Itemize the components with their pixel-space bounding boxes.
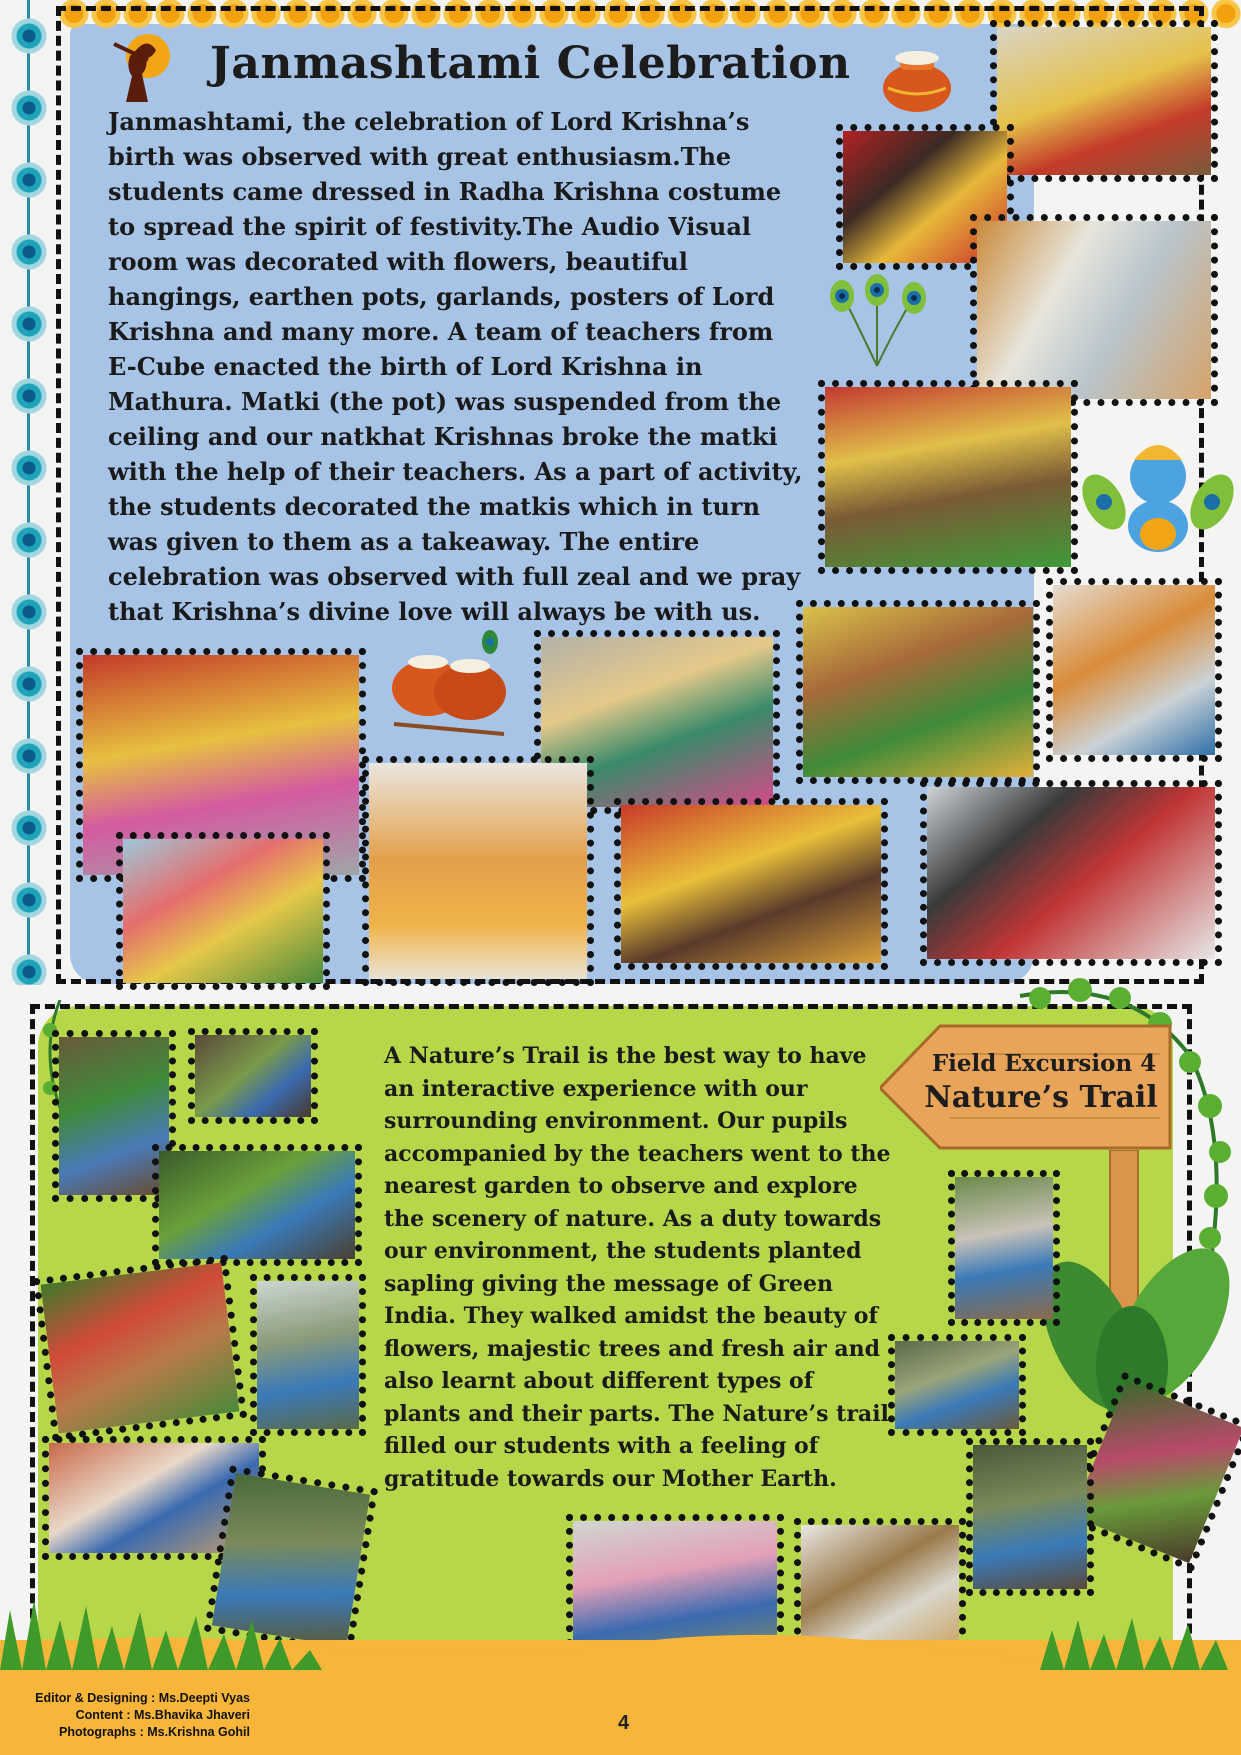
photo-digging-soil xyxy=(188,1028,318,1124)
content-credit: Content : Ms.Bhavika Jhaveri xyxy=(75,1708,250,1722)
butter-pots-icon xyxy=(384,626,516,740)
photo-cowshed-backdrop xyxy=(796,600,1040,784)
page-number: 4 xyxy=(618,1712,630,1734)
photo-teachers-with-students-table xyxy=(920,780,1222,966)
photo-teacher-on-trail xyxy=(948,1170,1060,1326)
nature-trail-title: Nature’s Trail xyxy=(924,1080,1158,1115)
photo-garden-walk xyxy=(33,1255,248,1442)
grass-decoration xyxy=(0,1590,1241,1670)
peacock-feathers-icon xyxy=(822,274,932,370)
photo-matki-breaking xyxy=(116,832,330,990)
photo-children-painting-pots xyxy=(1046,578,1222,762)
janmashtami-title: Janmashtami Celebration xyxy=(210,38,851,89)
janmashtami-description: Janmashtami, the celebration of Lord Krishna’s birth was observed with great enthusiasm.The students came dressed in Radha Krishna costume to spread the spirit of festivity.The Audio Visual room was decorated with flowers, beautiful hangings, earthen pots, garlands, posters of Lord Krishna and many more. A team of teachers from E-Cube enacted the birth of Lord Krishna in Mathura. Matki (the pot) was suspended from the ceiling and our natkhat Krishnas broke the matki with the help of their teachers. As a part of activity, the students decorated the matkis which in turn was given to them as a takeaway. The entire celebration was observed with full zeal and we pray that Krishna’s divine love will always be with us. xyxy=(108,107,803,626)
editor-credit: Editor & Designing : Ms.Deepti Vyas xyxy=(35,1691,250,1705)
photo-gokul-set-display xyxy=(818,380,1078,574)
field-excursion-label: Field Excursion 4 xyxy=(931,1050,1157,1077)
nature-trail-description: A Nature’s Trail is the best way to have an interactive experience with our surrounding environment. Our pupils accompanied by the teachers went to the nearest garden to observe and explore the scenery of nature. As a duty towards our environment, the students planted sapling giving the message of Green India. They walked amidst the beauty of flowers, majestic trees and fresh air and also learnt about different types of plants and their parts. The Nature’s trail filled our students with a feeling of gratitude towards our Mother Earth. xyxy=(384,1043,891,1492)
photo-watering-plants xyxy=(152,1144,362,1266)
matki-pot-icon xyxy=(878,48,956,114)
krishna-flute-icon xyxy=(108,30,178,104)
photo-krishna-costume-group xyxy=(990,20,1218,182)
photographs-credit: Photographs : Ms.Krishna Gohil xyxy=(59,1725,250,1739)
photo-walking-between-trees xyxy=(966,1438,1094,1596)
photo-pot-painting-activity xyxy=(970,214,1218,406)
photo-students-in-woods xyxy=(888,1334,1026,1436)
baby-krishna-illustration xyxy=(1082,430,1234,560)
credits-block xyxy=(10,1690,250,1741)
photo-children-in-costumes xyxy=(614,798,888,970)
photo-two-children-with-pots xyxy=(362,756,594,986)
photo-children-among-trees xyxy=(250,1274,366,1436)
peacock-feather-border xyxy=(0,0,58,985)
